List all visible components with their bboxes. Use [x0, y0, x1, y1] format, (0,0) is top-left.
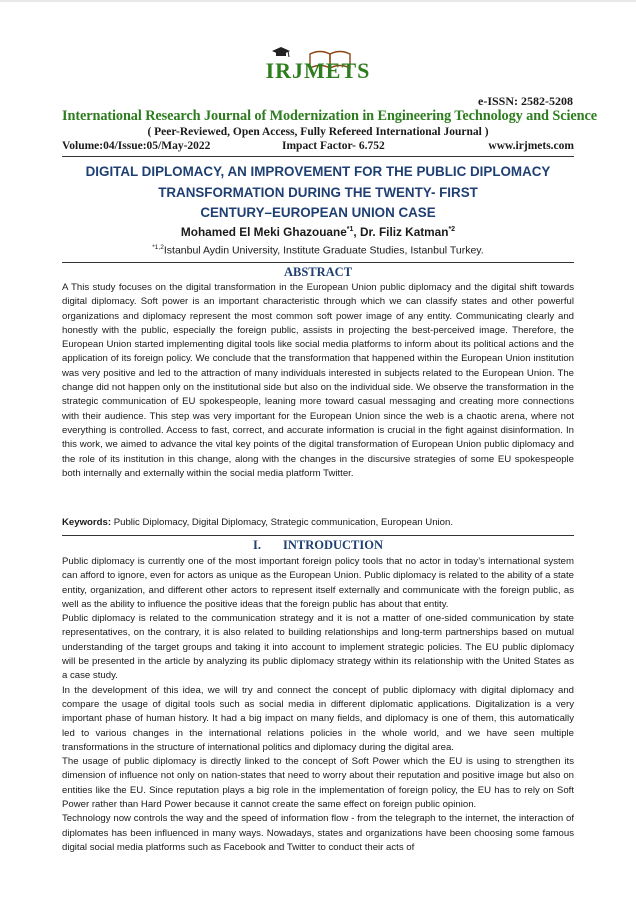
journal-name: International Research Journal of Modernization in Engineering Technology and Science [62, 108, 597, 124]
author-1-superscript: *1 [346, 226, 354, 234]
journal-logo [0, 44, 636, 88]
introduction-body [62, 555, 574, 855]
author-list [62, 225, 574, 239]
paragraph: Technology now controls the way and the speed of information flow - from the telegraph to the internet, the interaction of diplomates has been influenced in many ways. Nowadays, states and organizations have been choosing some famous digital social media platforms such as Facebook and Twitter to conduct their acts of [62, 813, 574, 853]
top-divider [0, 0, 636, 2]
affiliation [62, 244, 574, 257]
author-2-superscript: *2 [448, 226, 456, 234]
section-title: INTRODUCTION [282, 538, 383, 552]
section-number: I. [252, 538, 261, 552]
section-heading-introduction [62, 538, 574, 553]
author-2: , Dr. Filiz Katman [353, 225, 449, 239]
affiliation-text: Istanbul Aydin University, Institute Graduate Studies, Istanbul Turkey. [163, 244, 484, 257]
impact-factor: Impact Factor- 6.752 [282, 140, 385, 152]
volume-issue: Volume:04/Issue:05/May-2022 [62, 140, 211, 152]
paragraph: In the development of this idea, we will try and connect the concept of public diplomacy with digital diplomacy and compare the usage of digital tools such as social media in different diplomatic applications. Digitalization is a very important phase of human history. It had a big impact on many fields, and diplomacy is one of them, this automatically led to various changes in the international relations policies in the whole world, and we have seen multiple transformations in the structure of international politics and diplomacy during the digital area. [62, 684, 574, 753]
keywords [62, 516, 574, 530]
title-line: TRANSFORMATION DURING THE TWENTY- FIRST [158, 184, 478, 200]
abstract-text: A This study focuses on the digital transformation in the European Union public diplomacy and the digital shift towards digital diplomacy. Soft power is an important characteristic through which we can classify states and other powerful organizations and diplomacy represent the most common soft power image of any entity. Communicating clearly and honestly with the public, especially the foreign public, assists in projecting the best-perceived image. Therefore, the European Union started implementing digital tools like social media platforms to inform about its political actions and the application of its foreign policy. We conclude that the transformation that happened within the European Union institution was very positive and led to the attraction of many individuals interested in subjects related to the European Union. The change did not happen only on the institutional side but also on the individual side. We observe the transformation in the strategic communication of EU spokespeople, leaning more toward casual messaging and creating more connections with their audience. This step was very important for the European Union since the web is a chaotic arena, where not everything is controlled. Access to fast, correct, and accurate information is crucial in the fight against disinformation. In this work, we aimed to advance the vital key points of the digital transformation of European Union public diplomacy and the role of its institution in this change, along with the changes in the discursive strategies of some EU spokespeople both internally and externally within the social media platform Twitter. [62, 282, 574, 479]
title-line: DIGITAL DIPLOMACY, AN IMPROVEMENT FOR THE PUBLIC DIPLOMACY [85, 164, 551, 179]
title-line: CENTURY–EUROPEAN UNION CASE [200, 205, 436, 220]
paragraph: The usage of public diplomacy is directly linked to the concept of Soft Power which the EU is using to strengthen its dimension of influence not only on nation-states that need to worry about their reputation and positive image but also on entities like the EU. Since reputation plays a big role in the implementation of foreign policy, the EU has to rely on Soft Power rather than Hard Power because it cannot create the same effect on foreign public opinion. [62, 756, 574, 811]
abstract-divider [62, 262, 574, 263]
paragraph: Public diplomacy is currently one of the most important foreign policy tools that no actor in today’s international system can afford to ignore, even for actors as unique as the European Union. Public diplomacy is related to the ability of a state entity, organization, and different other actors to represent itself externally and communicate with the foreign public, as well as the ability to influence the positive ideas that the foreign public has about that entity. [62, 556, 574, 610]
paragraph: Public diplomacy is related to the communication strategy and it is not a matter of one-sided communication by state representatives, on the contrary, it is also related to building relationships and long-term partnerships based on mutual understanding of the target groups and taking it into account to implement strategic policies. The EU public diplomacy will be presented in the article by analyzing its public diplomacy strategy within its relationship with the United States as a case study. [62, 613, 574, 682]
issn: e-ISSN: 2582-5208 [478, 94, 573, 108]
header-divider [62, 156, 574, 157]
intro-divider [62, 535, 574, 536]
keywords-list: Public Diplomacy, Digital Diplomacy, Strategic communication, European Union. [111, 517, 454, 528]
review-note: ( Peer-Reviewed, Open Access, Fully Refereed International Journal ) [147, 126, 489, 138]
website-link[interactable]: www.irjmets.com [488, 140, 574, 152]
graduation-cap-icon [272, 47, 290, 57]
logo-wordmark: IRJMETS [265, 58, 371, 83]
keywords-label: Keywords: [62, 517, 112, 528]
affiliation-superscript: *1,2 [152, 244, 164, 251]
abstract-heading: ABSTRACT [283, 265, 353, 279]
author-1: Mohamed El Meki Ghazouane [180, 225, 347, 239]
paper-title [62, 162, 574, 224]
